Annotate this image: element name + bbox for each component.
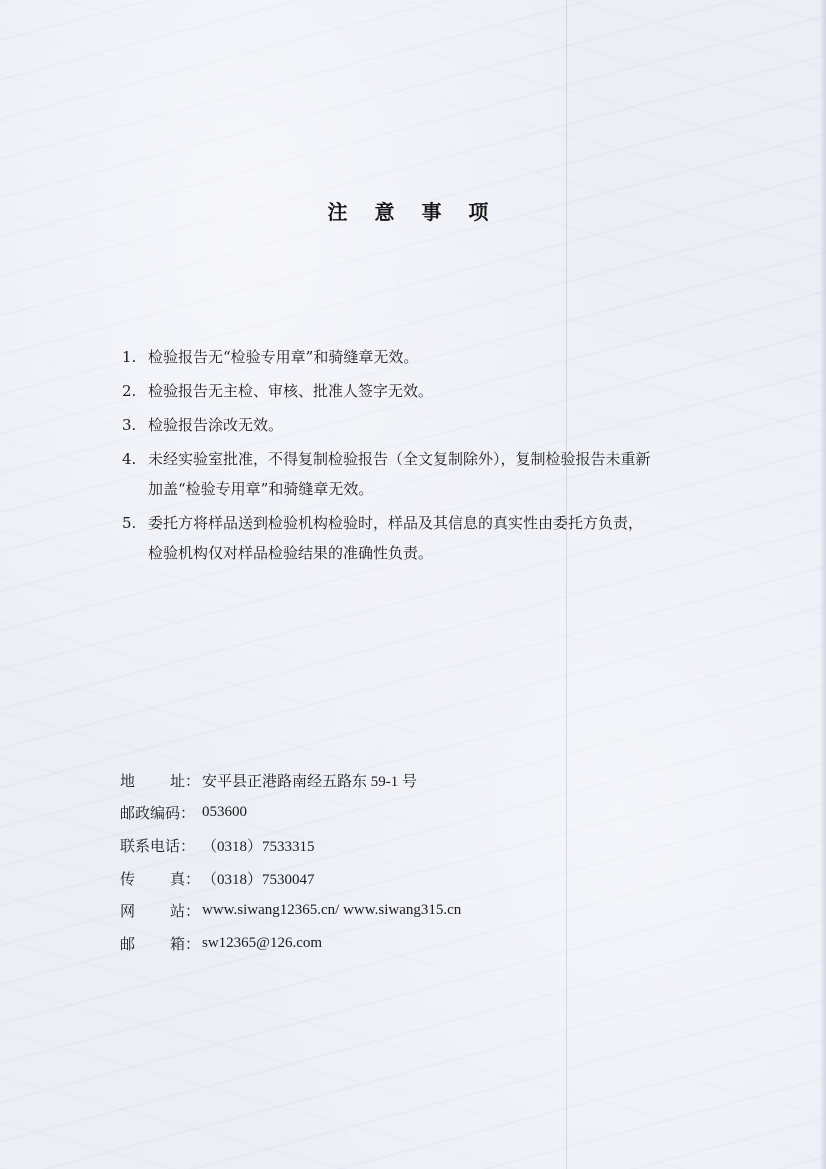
postcode-value: 053600 <box>202 804 247 821</box>
note-text-line-2: 加盖“检验专用章”和骑缝章无效。 <box>148 480 374 498</box>
note-item-4 <box>122 444 722 504</box>
phone-row: 联系电话 ： （0318）7533315 <box>120 836 315 855</box>
note-number: 2. <box>122 382 137 400</box>
email-label: 邮 箱 <box>120 934 185 953</box>
website-label: 网 站 <box>120 902 185 921</box>
note-number: 3. <box>122 416 137 434</box>
fax-row: 传 真 ： （0318）7530047 <box>120 869 315 888</box>
email-row: 邮 箱 ： sw12365@126.com <box>120 934 323 953</box>
notes-list <box>122 342 722 572</box>
address-value: 安平县正港路南经五路东 59-1 号 <box>202 773 417 790</box>
website-row: 网 站 ： www.siwang12365.cn/ www.siwang315.cn <box>120 902 462 921</box>
phone-label: 联系电话 <box>120 836 181 855</box>
note-item-3 <box>122 410 722 440</box>
fax-value: （0318）7530047 <box>202 871 315 888</box>
address-label: 地 址 <box>120 771 185 790</box>
note-text: 检验报告无主检、审核、批准人签字无效。 <box>148 382 434 400</box>
postcode-row: 邮政编码 ： 053600 <box>120 804 247 823</box>
note-number: 5. <box>122 514 137 532</box>
note-text: 检验报告无“检验专用章”和骑缝章无效。 <box>148 348 419 366</box>
page-title: 注 意 事 项 <box>327 200 499 224</box>
note-text: 检验报告涂改无效。 <box>148 416 284 434</box>
website-value: www.siwang12365.cn/ www.siwang315.cn <box>202 902 462 919</box>
note-item-2 <box>122 376 722 406</box>
contact-info <box>120 764 680 960</box>
email-value: sw12365@126.com <box>202 934 323 951</box>
note-text-line-2: 检验机构仅对样品检验结果的准确性负责。 <box>148 544 434 562</box>
note-item-1 <box>122 342 722 372</box>
note-number: 4. <box>122 450 137 468</box>
phone-value: （0318）7533315 <box>202 838 315 855</box>
note-text-line-1: 委托方将样品送到检验机构检验时，样品及其信息的真实性由委托方负责， <box>148 514 644 532</box>
note-text-line-1: 未经实验室批准，不得复制检验报告（全文复制除外），复制检验报告未重新 <box>148 450 651 468</box>
fax-label: 传 真 <box>120 869 185 888</box>
note-number: 1. <box>122 348 137 366</box>
postcode-label: 邮政编码 <box>120 804 181 823</box>
page-fold-line <box>566 0 567 1169</box>
page-edge-shadow <box>820 0 826 1169</box>
note-item-5 <box>122 508 722 568</box>
address-row: 地 址 ： 安平县正港路南经五路东 59-1 号 <box>120 771 417 790</box>
